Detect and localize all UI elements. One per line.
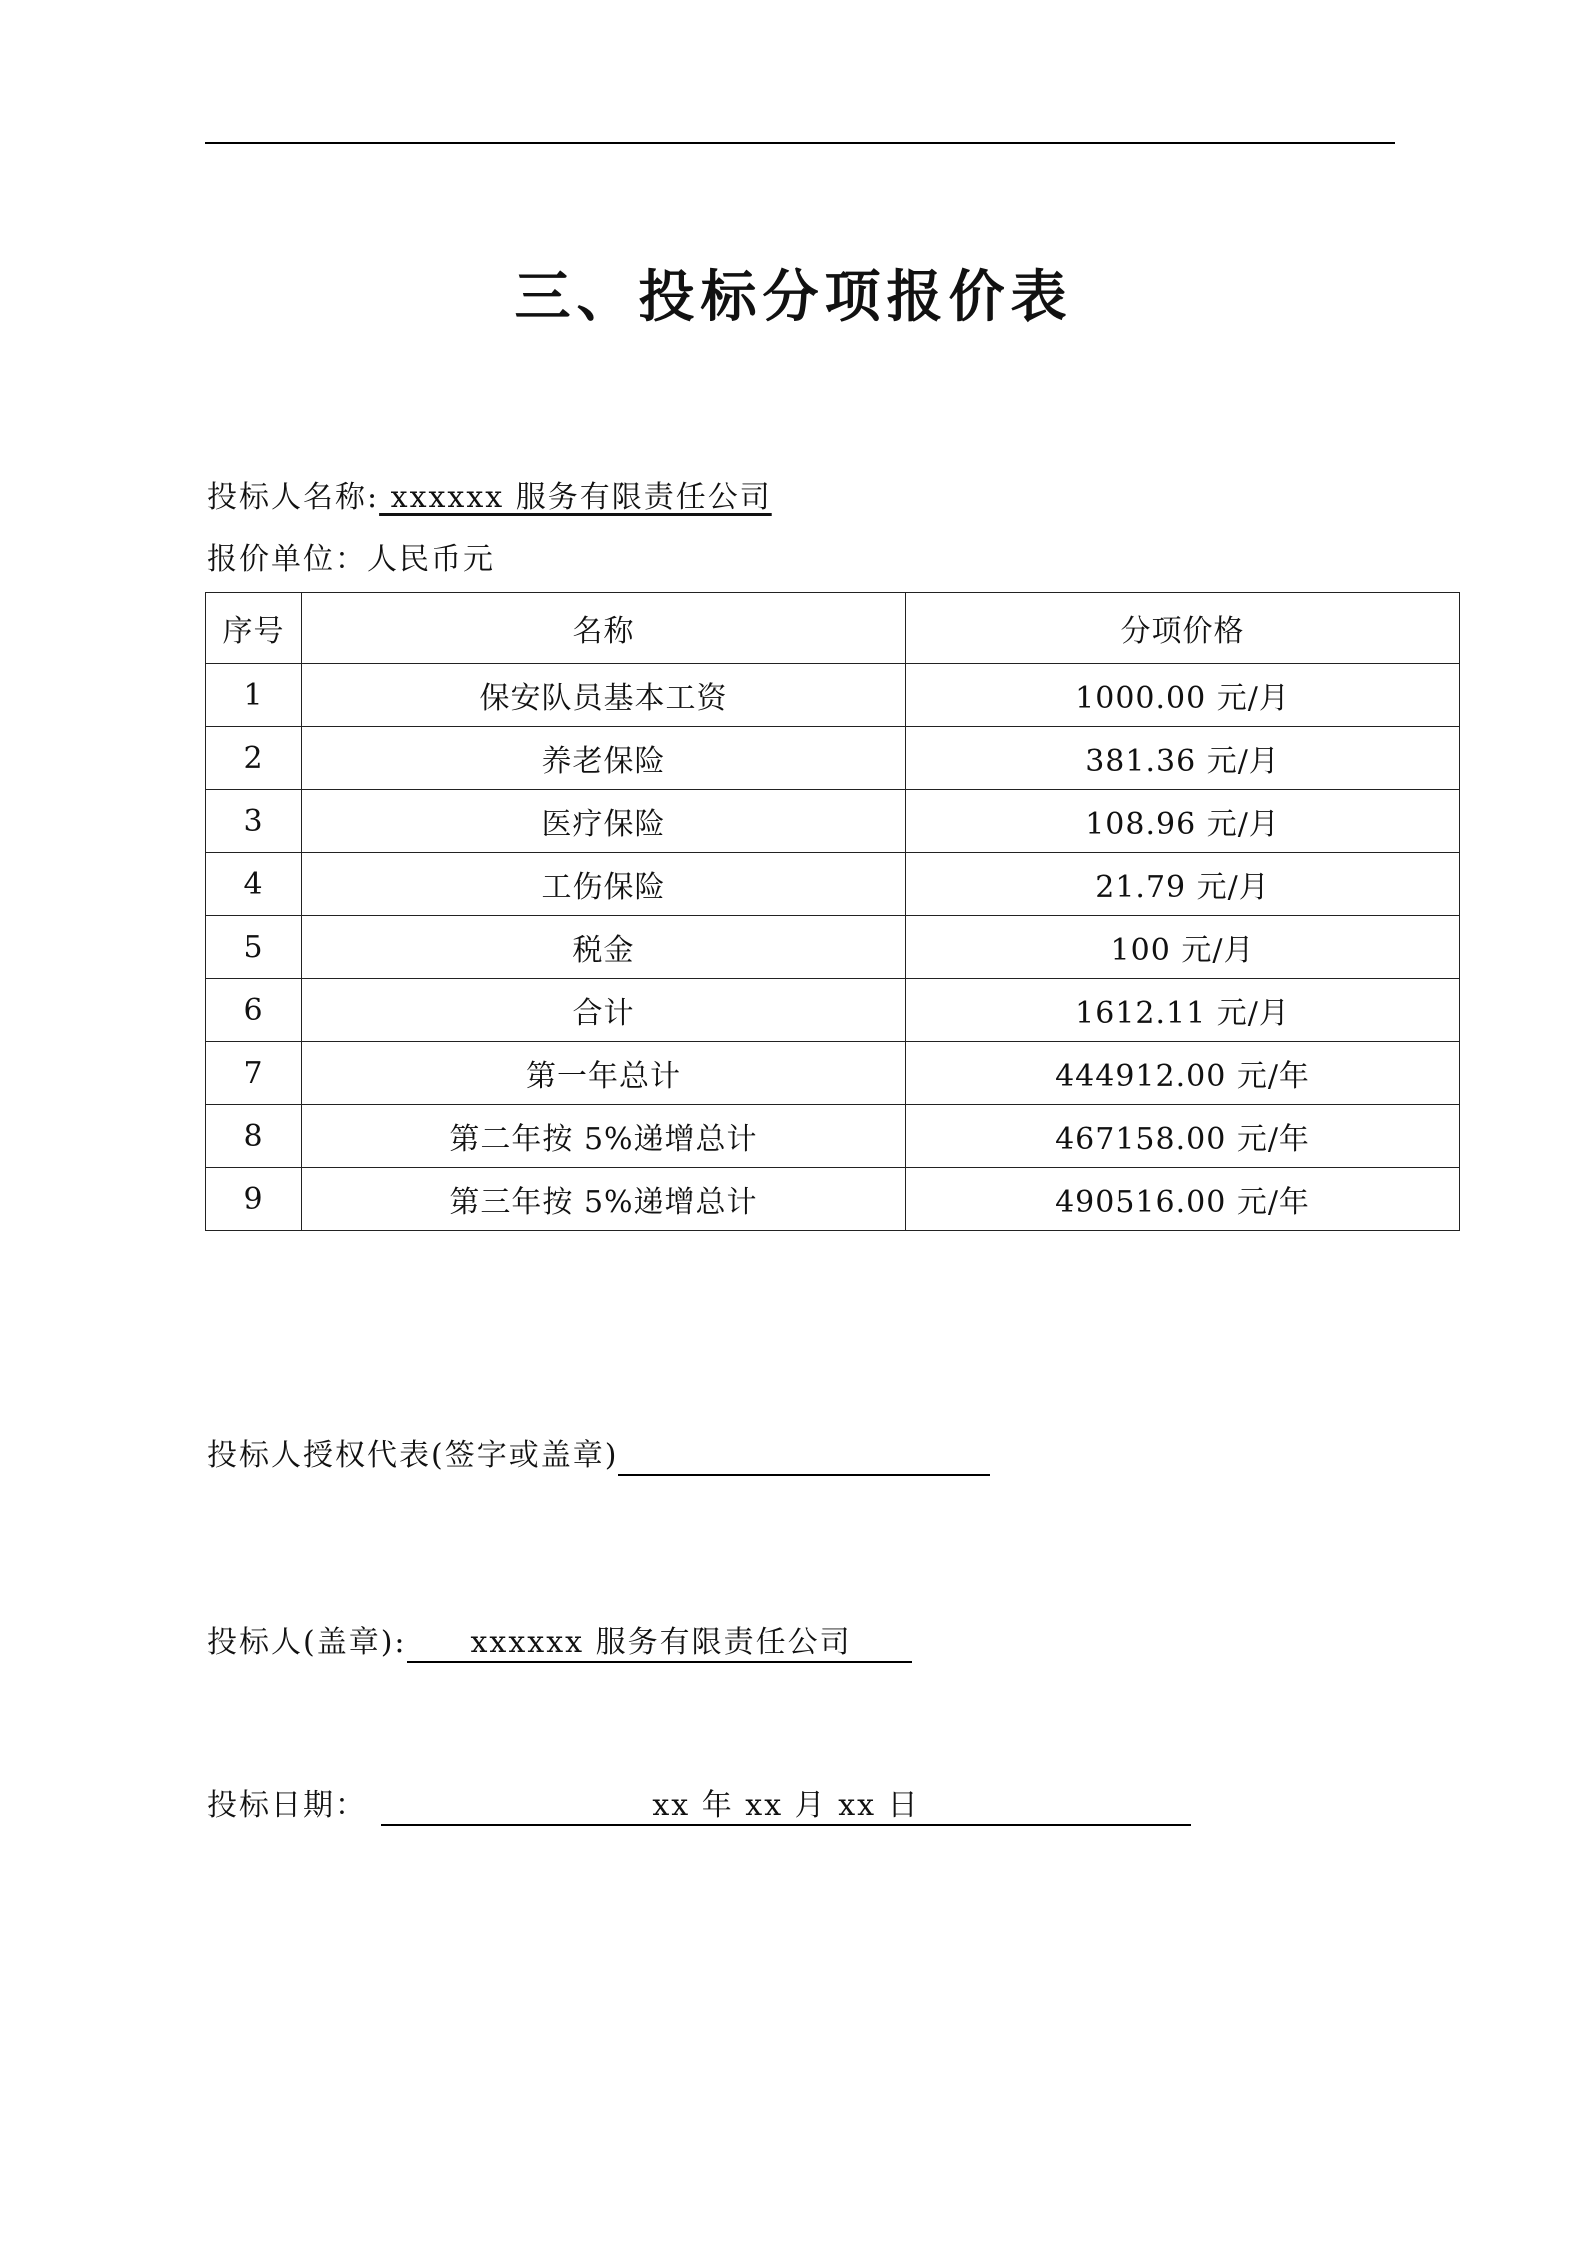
page-title: 三、投标分项报价表 <box>514 265 1073 330</box>
table-row <box>206 1042 1460 1105</box>
row-price: 444912.00 元/年 <box>906 1042 1460 1105</box>
row-name: 合计 <box>302 979 906 1042</box>
table-row <box>206 1168 1460 1231</box>
row-price: 21.79 元/月 <box>906 853 1460 916</box>
table-row <box>206 916 1460 979</box>
header-rule <box>205 142 1395 144</box>
authorized-rep-label: 投标人授权代表(签字或盖章) <box>207 1438 619 1473</box>
row-seq: 7 <box>206 1042 302 1105</box>
bidder-seal-line <box>207 1623 912 1663</box>
row-seq: 4 <box>206 853 302 916</box>
bidder-name-line <box>207 478 772 518</box>
row-seq: 6 <box>206 979 302 1042</box>
row-seq: 2 <box>206 727 302 790</box>
table-row <box>206 1105 1460 1168</box>
header-name: 名称 <box>302 593 906 664</box>
row-price: 1612.11 元/月 <box>906 979 1460 1042</box>
row-name: 保安队员基本工资 <box>302 664 906 727</box>
row-price: 381.36 元/月 <box>906 727 1460 790</box>
row-seq: 1 <box>206 664 302 727</box>
row-name: 工伤保险 <box>302 853 906 916</box>
header-seq: 序号 <box>206 593 302 664</box>
row-seq: 8 <box>206 1105 302 1168</box>
row-price: 1000.00 元/月 <box>906 664 1460 727</box>
row-seq: 9 <box>206 1168 302 1231</box>
row-seq: 3 <box>206 790 302 853</box>
bid-date-line <box>207 1786 1191 1826</box>
row-name: 医疗保险 <box>302 790 906 853</box>
authorized-rep-signature-field[interactable] <box>618 1440 990 1476</box>
row-price: 108.96 元/月 <box>906 790 1460 853</box>
table-row <box>206 727 1460 790</box>
table-row <box>206 790 1460 853</box>
row-name: 第一年总计 <box>302 1042 906 1105</box>
bidder-seal-value: xxxxxx 服务有限责任公司 <box>407 1625 912 1663</box>
price-unit-line: 报价单位：人民币元 <box>207 542 495 577</box>
row-seq: 5 <box>206 916 302 979</box>
row-price: 100 元/月 <box>906 916 1460 979</box>
row-price: 490516.00 元/年 <box>906 1168 1460 1231</box>
row-name: 第二年按 5%递增总计 <box>302 1105 906 1168</box>
table-header-row <box>206 593 1460 664</box>
authorized-rep-line <box>207 1436 990 1476</box>
row-price: 467158.00 元/年 <box>906 1105 1460 1168</box>
row-name: 养老保险 <box>302 727 906 790</box>
bidder-name-label: 投标人名称: <box>207 480 380 515</box>
row-name: 第三年按 5%递增总计 <box>302 1168 906 1231</box>
row-name: 税金 <box>302 916 906 979</box>
table-row <box>206 853 1460 916</box>
bid-date-value: xx 年 xx 月 xx 日 <box>381 1788 1191 1826</box>
bidder-name-value: xxxxxx 服务有限责任公司 <box>379 480 772 515</box>
header-price: 分项价格 <box>906 593 1460 664</box>
table-row <box>206 979 1460 1042</box>
table-row <box>206 664 1460 727</box>
bid-date-label: 投标日期： <box>207 1788 367 1823</box>
bidder-seal-label: 投标人(盖章): <box>207 1625 407 1660</box>
quote-table <box>205 592 1460 1231</box>
